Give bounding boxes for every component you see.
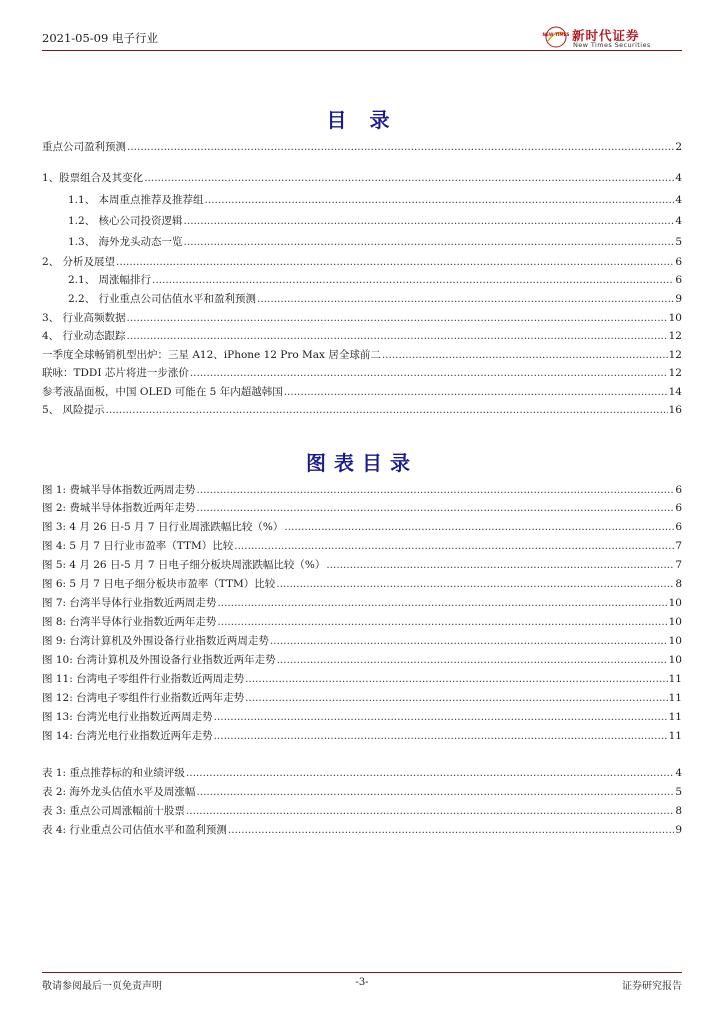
figure-entry[interactable] <box>42 651 682 667</box>
toc-leader <box>196 501 674 515</box>
toc-leader <box>144 171 674 185</box>
figure-entry-text: 图 5: 4 月 26 日-5 月 7 日电子细分板块周涨跌幅比较（%） <box>42 559 326 571</box>
toc-entry[interactable] <box>42 253 682 269</box>
footer-report-type: 证券研究报告 <box>622 981 682 992</box>
toc-entry-text: 1.3、 海外龙头动态一览 <box>68 236 183 248</box>
toc-entry-page: 12 <box>668 330 682 342</box>
toc-entry-text: 2、 分析及展望 <box>42 256 116 268</box>
page-number: -3- <box>355 977 369 988</box>
toc-entry[interactable] <box>68 290 682 306</box>
table-entry-text: 表 4: 行业重点公司估值水平和盈利预测 <box>42 824 227 836</box>
toc-entry-page: 10 <box>668 312 682 324</box>
page-footer <box>42 977 682 993</box>
page-header <box>42 26 682 50</box>
toc-entry[interactable] <box>42 169 682 185</box>
figure-entry-page: 6 <box>675 521 682 533</box>
toc-leader <box>127 140 674 154</box>
toc-leader <box>184 214 675 228</box>
table-entry[interactable] <box>42 802 682 818</box>
figure-entry[interactable] <box>42 594 682 610</box>
figure-entry-page: 10 <box>668 616 682 628</box>
figures-toc-title: 图表目录 <box>306 451 418 475</box>
figure-entry-text: 图 10: 台湾计算机及外围设备行业指数近两年走势 <box>42 654 276 666</box>
table-entry-page: 5 <box>675 786 682 798</box>
figure-entry-text: 图 11: 台湾电子零组件行业指数近两周走势 <box>42 673 245 685</box>
figure-entry-text: 图 7: 台湾半导体行业指数近两周走势 <box>42 597 217 609</box>
figure-entry-page: 11 <box>668 673 682 685</box>
toc-entry-page: 4 <box>675 172 682 184</box>
toc-leader <box>257 292 674 306</box>
footer-disclaimer: 敬请参阅最后一页免责声明 <box>42 981 162 992</box>
toc-entry-page: 9 <box>675 293 682 305</box>
toc-entry[interactable] <box>42 309 682 325</box>
toc-leader <box>245 672 668 686</box>
toc-entry[interactable] <box>42 401 682 417</box>
header-date-sector: 2021-05-09 电子行业 <box>42 31 158 45</box>
toc-entry-text: 3、 行业高频数据 <box>42 312 126 324</box>
toc-leader <box>196 785 674 799</box>
toc-leader <box>190 366 668 380</box>
toc-leader <box>217 615 667 629</box>
toc-entry[interactable] <box>42 364 682 380</box>
figure-entry-page: 6 <box>675 502 682 514</box>
toc-entry[interactable] <box>42 383 682 399</box>
table-entry-text: 表 3: 重点公司周涨幅前十股票 <box>42 805 185 817</box>
toc-leader <box>217 596 667 610</box>
table-entry-page: 9 <box>675 824 682 836</box>
logo-chinese-name: 新时代证券 <box>572 28 640 43</box>
toc-entry-page: 4 <box>675 215 682 227</box>
figure-entry-page: 10 <box>668 597 682 609</box>
toc-leader <box>205 193 675 207</box>
figure-entry-page: 7 <box>675 540 682 552</box>
figure-entry-page: 11 <box>668 692 682 704</box>
figure-entry-page: 10 <box>668 654 682 666</box>
figure-entry-page: 6 <box>675 484 682 496</box>
toc-leader <box>326 558 674 572</box>
figure-entry[interactable] <box>42 518 682 534</box>
toc-entry-page: 12 <box>668 349 682 361</box>
toc-leader <box>234 539 674 553</box>
figure-entry-text: 图 2: 费城半导体指数近两年走势 <box>42 502 196 514</box>
svg-text:NEW TIMES: NEW TIMES <box>542 32 570 37</box>
toc-entry-text: 2.1、 周涨幅排行 <box>68 274 152 286</box>
table-entry-page: 8 <box>675 805 682 817</box>
figure-entry-text: 图 13: 台湾光电行业指数近两周走势 <box>42 711 213 723</box>
toc-entry-text: 重点公司盈利预测 <box>42 141 126 153</box>
toc-entry[interactable] <box>42 327 682 343</box>
toc-leader <box>186 804 674 818</box>
toc-entry-text: 1.1、 本周重点推荐及推荐组 <box>68 194 204 206</box>
toc-leader <box>245 691 668 705</box>
figure-entry-text: 图 12: 台湾电子零组件行业指数近两年走势 <box>42 692 245 704</box>
toc-leader <box>152 273 674 287</box>
figure-entry-text: 图 9: 台湾计算机及外围设备行业指数近两周走势 <box>42 635 269 647</box>
table-entry-text: 表 1: 重点推荐标的和业绩评级 <box>42 767 185 779</box>
toc-entry-text: 5、 风险提示 <box>42 404 105 416</box>
table-entry-page: 4 <box>675 767 682 779</box>
toc-leader <box>276 577 674 591</box>
toc-leader <box>270 634 668 648</box>
figure-entry[interactable] <box>42 575 682 591</box>
figure-entry-text: 图 6: 5 月 7 日电子细分板块市盈率（TTM）比较 <box>42 578 276 590</box>
header-divider <box>42 50 682 51</box>
toc-leader <box>277 653 668 667</box>
toc-leader <box>214 729 668 743</box>
figure-entry-text: 图 1: 费城半导体指数近两周走势 <box>42 484 196 496</box>
figure-entry-page: 7 <box>675 559 682 571</box>
toc-entry-text: 4、 行业动态跟踪 <box>42 330 126 342</box>
toc-entry-text: 2.2、 行业重点公司估值水平和盈利预测 <box>68 293 257 305</box>
toc-entry-page: 5 <box>675 236 682 248</box>
toc-entry-text: 联咏：TDDI 芯片将进一步涨价 <box>42 367 189 379</box>
figure-entry-page: 11 <box>668 711 682 723</box>
toc-leader <box>184 235 675 249</box>
toc-leader <box>284 385 668 399</box>
figure-entry-text: 图 14: 台湾光电行业指数近两年走势 <box>42 730 213 742</box>
figure-entry[interactable] <box>42 670 682 686</box>
toc-entry-text: 一季度全球畅销机型出炉：三星 A12、iPhone 12 Pro Max 居全球前二 <box>42 349 381 361</box>
toc-leader <box>284 520 674 534</box>
figure-entry[interactable] <box>42 708 682 724</box>
toc-entry-page: 2 <box>675 141 682 153</box>
toc-entry[interactable] <box>68 212 682 228</box>
figure-entry-text: 图 3: 4 月 26 日-5 月 7 日行业周涨跌幅比较（%） <box>42 521 284 533</box>
toc-title: 目 录 <box>326 108 398 132</box>
toc-entry-text: 1.2、 核心公司投资逻辑 <box>68 215 183 227</box>
toc-entry-page: 4 <box>675 194 682 206</box>
figure-entry-text: 图 4: 5 月 7 日行业市盈率（TTM）比较 <box>42 540 234 552</box>
table-entry[interactable] <box>42 764 682 780</box>
toc-entry[interactable] <box>68 271 682 287</box>
toc-leader <box>196 483 674 497</box>
logo-mark-icon <box>542 26 572 48</box>
table-entry[interactable] <box>42 821 682 837</box>
toc-leader <box>186 766 674 780</box>
toc-leader <box>382 348 668 362</box>
table-entry[interactable] <box>42 783 682 799</box>
figure-entry[interactable] <box>42 481 682 497</box>
toc-leader <box>127 329 668 343</box>
toc-entry-text: 参考液晶面板，中国 OLED 可能在 5 年内超越韩国 <box>42 386 283 398</box>
toc-leader <box>127 311 668 325</box>
figure-entry[interactable] <box>42 556 682 572</box>
toc-entry-page: 12 <box>668 367 682 379</box>
toc-leader <box>214 710 668 724</box>
footer-divider <box>42 972 682 973</box>
figure-entry[interactable] <box>42 613 682 629</box>
figure-entry-page: 10 <box>668 635 682 647</box>
toc-leader <box>116 255 674 269</box>
figure-entry[interactable] <box>42 537 682 553</box>
figure-entry-text: 图 8: 台湾半导体行业指数近两年走势 <box>42 616 217 628</box>
figure-entry[interactable] <box>42 499 682 515</box>
toc-entry[interactable] <box>68 191 682 207</box>
brand-logo <box>542 26 682 48</box>
figure-entry-page: 11 <box>668 730 682 742</box>
table-entry-text: 表 2: 海外龙头估值水平及周涨幅 <box>42 786 196 798</box>
toc-leader <box>228 823 674 837</box>
figure-entry-page: 8 <box>675 578 682 590</box>
figure-entry[interactable] <box>42 632 682 648</box>
toc-entry-page: 6 <box>675 256 682 268</box>
toc-entry-page: 14 <box>668 386 682 398</box>
toc-leader <box>106 403 668 417</box>
figure-entry[interactable] <box>42 727 682 743</box>
toc-entry[interactable] <box>42 138 682 154</box>
toc-entry-text: 1、股票组合及其变化 <box>42 172 144 184</box>
toc-entry-page: 6 <box>675 274 682 286</box>
toc-entry[interactable] <box>42 346 682 362</box>
figure-entry[interactable] <box>42 689 682 705</box>
logo-english-name: New Times Securities <box>573 41 651 49</box>
toc-entry[interactable] <box>68 233 682 249</box>
toc-entry-page: 16 <box>668 404 682 416</box>
